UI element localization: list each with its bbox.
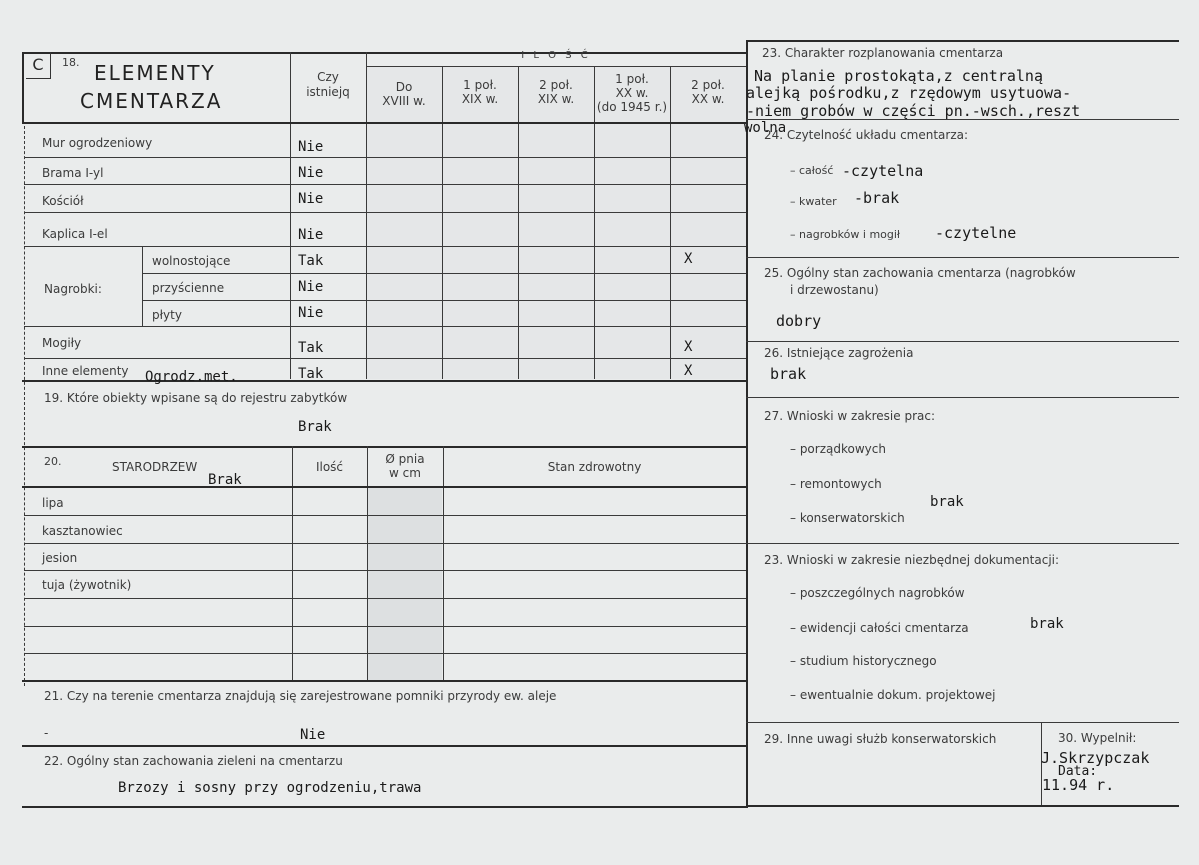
row-line: [24, 246, 746, 247]
section-21-value: Nie: [300, 727, 326, 743]
section-19-top: [22, 380, 746, 382]
section-21-dash: -: [44, 726, 49, 740]
col-exists-header: Czy istniejq: [306, 70, 350, 99]
row-label: Kaplica I-el: [42, 227, 108, 241]
s27-item: – remontowych: [790, 477, 882, 491]
s28-item: – ewentualnie dokum. projektowej: [790, 688, 996, 702]
row-extra: Ogrodz.met.: [145, 369, 238, 385]
border-bottom: [22, 806, 746, 808]
s24-item: – całość: [790, 164, 834, 177]
tree-row-line: [24, 570, 746, 571]
s29-label: 29. Inne uwagi służb konserwatorskich: [764, 732, 997, 746]
section-20-top: [22, 446, 746, 448]
row-exists: Nie: [298, 191, 324, 207]
tree-row-line: [24, 626, 746, 627]
s23-line: Na planie prostokąta,z centralną: [754, 67, 1043, 85]
s26-label: 26. Istniejące zagrożenia: [764, 346, 914, 360]
s24-value: -czytelne: [935, 224, 1017, 242]
col-ilosc: Ilość: [315, 460, 344, 474]
s25-label-2: i drzewostanu): [790, 283, 879, 297]
row-exists: Nie: [298, 165, 324, 181]
row-label: Kościół: [42, 194, 84, 208]
s23-line: alejką pośrodku,z rzędowym usytuowa-: [746, 84, 1072, 102]
s27-label: 27. Wnioski w zakresie prac:: [764, 409, 936, 423]
s28-item: – ewidencji całości cmentarza: [790, 621, 969, 635]
section-22-label: 22. Ogólny stan zachowania zieleni na cmentarzu: [44, 754, 343, 768]
col-div-exists: [290, 52, 291, 379]
tree-row-line: [24, 653, 746, 654]
s24-item: – nagrobków i mogił: [790, 228, 901, 241]
ilosc-header: I L O Ś Ć: [521, 50, 591, 61]
right-div-26: [746, 341, 1179, 342]
section-22-value: Brzozy i sosny przy ogrodzeniu,trawa: [118, 780, 422, 796]
tree-label: tuja (żywotnik): [42, 578, 132, 592]
col-pnia: Ø pnia w cm: [385, 452, 425, 480]
row-label: wolnostojące: [152, 254, 231, 268]
s28-item: – studium historycznego: [790, 654, 937, 668]
row-exists: Nie: [298, 305, 324, 321]
row-mark: X: [684, 251, 693, 267]
border-middle: [746, 40, 748, 808]
row-line: [24, 157, 746, 158]
nagrobki-label: Nagrobki:: [44, 282, 102, 296]
period-header: 1 poł. XX w. (do 1945 r.): [596, 72, 668, 114]
border-left-top: [22, 52, 24, 122]
col-div-3: [518, 66, 519, 379]
row-mark: X: [684, 363, 693, 379]
tree-row-line: [24, 543, 746, 544]
row-exists: Tak: [298, 340, 324, 356]
shade-quantity-grid: [366, 67, 746, 379]
row-line: [142, 273, 746, 274]
row-mark: X: [684, 339, 693, 355]
row-exists: Nie: [298, 139, 324, 155]
s28-label: 23. Wnioski w zakresie niezbędnej dokumentacji:: [764, 553, 1060, 567]
right-div-25: [746, 257, 1179, 258]
s25-label: 25. Ogólny stan zachowania cmentarza (nagrobków: [764, 266, 1076, 280]
row-line: [24, 184, 746, 185]
right-div-28: [746, 543, 1179, 544]
tree-col-pnia: [367, 446, 368, 680]
s23-underline: [746, 119, 1179, 120]
border-left: [24, 126, 25, 686]
header-bottom: [22, 122, 746, 124]
tree-row-line: [24, 598, 746, 599]
title-cmentarza: CMENTARZA: [80, 89, 223, 113]
row-exists: Tak: [298, 366, 324, 382]
col-div-2: [442, 66, 443, 379]
row-line: [142, 300, 746, 301]
tree-header-bottom: [22, 486, 746, 488]
corner-mark: C: [26, 52, 51, 79]
s27-item: – konserwatorskich: [790, 511, 905, 525]
row-exists: Tak: [298, 253, 324, 269]
s28-item: – poszczególnych nagrobków: [790, 586, 965, 600]
section-20-number: 20.: [44, 455, 62, 468]
row-label: płyty: [152, 308, 182, 322]
s30-date-label: Data:: [1058, 764, 1098, 779]
section-21-label: 21. Czy na terenie cmentarza znajdują się zarejestrowane pomniki przyrody ew. aleje: [44, 689, 557, 703]
s27-item: – porządkowych: [790, 442, 886, 456]
row-label: Brama I-yl: [42, 166, 104, 180]
starodrzew-label: STARODRZEW: [112, 460, 198, 474]
row-exists: Nie: [298, 227, 324, 243]
row-exists: Nie: [298, 279, 324, 295]
row-label: przyścienne: [152, 281, 225, 295]
tree-col-ilosc: [292, 446, 293, 680]
period-header: 1 poł. XIX w.: [461, 78, 499, 106]
tree-row-line: [24, 515, 746, 516]
right-div-27: [746, 397, 1179, 398]
starodrzew-value: Brak: [208, 472, 242, 488]
period-header: 2 poł. XX w.: [691, 78, 725, 106]
period-header: 2 poł. XIX w.: [537, 78, 575, 106]
tree-col-stan: [443, 446, 444, 680]
section-19-label: 19. Które obiekty wpisane są do rejestru zabytków: [44, 391, 348, 405]
tree-label: jesion: [42, 551, 78, 565]
col-div-5: [670, 66, 671, 379]
row-line: [24, 358, 746, 359]
right-border-top: [746, 40, 1179, 42]
s27-value: brak: [930, 494, 964, 510]
s24-item: – kwater: [790, 195, 837, 208]
period-header: Do XVIII w.: [382, 80, 426, 108]
row-label: Inne elementy: [42, 364, 129, 378]
s23-line: wolna: [744, 120, 787, 136]
row-line: [24, 212, 746, 213]
right-border-bottom: [746, 805, 1179, 807]
tree-label: kasztanowiec: [42, 524, 123, 538]
row-label: Mur ogrodzeniowy: [42, 136, 153, 150]
tree-label: lipa: [42, 496, 64, 510]
right-div-29: [746, 722, 1179, 723]
s23-line: -niem grobów w części pn.-wsch.,reszt: [746, 102, 1081, 120]
section-19-value: Brak: [298, 419, 332, 435]
s24-value: -brak: [854, 189, 900, 207]
s28-value: brak: [1030, 616, 1064, 632]
s25-value: dobry: [776, 312, 822, 330]
nagrobki-divider: [142, 246, 143, 326]
s24-label: 24. Czytelność układu cmentarza:: [764, 128, 969, 142]
s30-date: 11.94 r.: [1042, 776, 1115, 794]
section-18-number: 18.: [62, 56, 80, 69]
col-stan: Stan zdrowotny: [547, 460, 642, 474]
section-22-top: [22, 745, 746, 747]
title-elementy: ELEMENTY: [94, 61, 216, 85]
ilosc-divider: [366, 66, 746, 67]
s24-value: -czytelna: [842, 162, 924, 180]
row-label: Mogiły: [42, 336, 82, 350]
s26-value: brak: [770, 365, 807, 383]
row-line: [24, 326, 746, 327]
s30-label: 30. Wypelnił:: [1058, 731, 1137, 745]
section-21-top: [22, 680, 746, 682]
s23-label: 23. Charakter rozplanowania cmentarza: [762, 46, 1004, 60]
s30-name: J.Skrzypczak: [1041, 749, 1150, 767]
